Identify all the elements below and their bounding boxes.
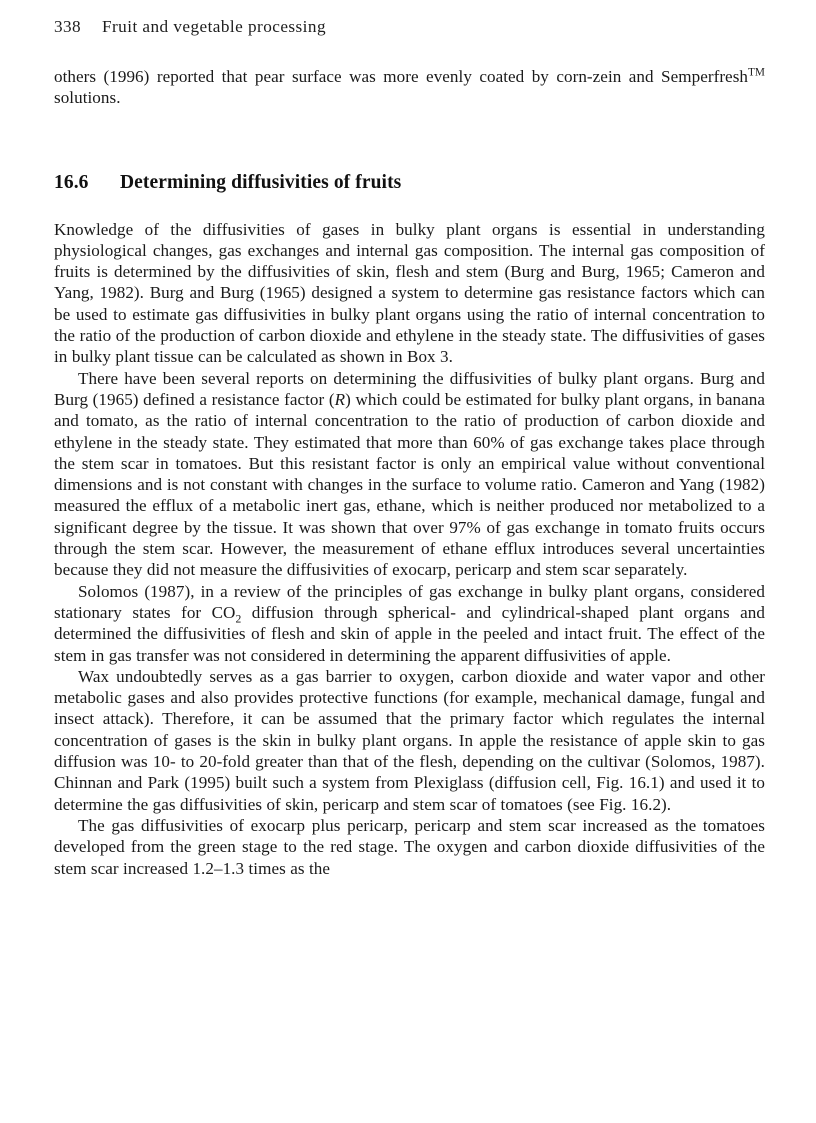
continued-text-before-tm: others (1996) reported that pear surface was more evenly coated by corn-zein and Semperfresh — [54, 67, 748, 86]
paragraph-continued — [54, 66, 765, 109]
heading-bottom-spacer — [54, 195, 765, 219]
page-number: 338 — [54, 17, 81, 36]
solomos-text-part-1: Solomos (1987), in a review of the principles of gas exchange in bulky plant organs, considered stationary states for CO — [54, 581, 765, 622]
text-column — [54, 66, 765, 879]
co2-subscript: 2 — [235, 612, 242, 626]
running-header-title: Fruit and vegetable processing — [102, 17, 326, 36]
reports-text-part-2: ) which could be estimated for bulky plant organs, in banana and tomato, as the ratio of internal concentration to the ratio of production of carbon dioxide and ethylene in the steady state. They estimated that more than 60% of gas exchange takes place through the stem scar in tomatoes. But this resistant factor is only an empirical value without conventional dimensions and is not constant with changes in the surface to volume ratio. Cameron and Yang (1982) measured the efflux of a metabolic inert gas, ethane, which is neither produced nor metabolized to a significant degree by the tissue. It was shown that over 97% of gas exchange in tomato fruits occurs through the stem scar. However, the measurement of ethane efflux introduces several uncertainties because they did not measure the diffusivities of exocarp, pericarp and stem scar separately. — [54, 389, 765, 580]
paragraph-solomos — [54, 581, 765, 666]
section-title: Determining diffusivities of fruits — [120, 171, 402, 193]
running-header — [54, 16, 764, 38]
solomos-text-part-2: diffusion through spherical- and cylindrical-shaped plant organs and determined the diffusivities of flesh and skin of apple in the peeled and intact fruit. The effect of the stem in gas transfer was not considered in determining the apparent diffusivities of apple. — [54, 602, 765, 665]
resistance-factor-symbol: R — [334, 389, 346, 409]
section-number: 16.6 — [54, 171, 89, 193]
section-heading — [54, 171, 765, 195]
trademark-superscript: TM — [748, 66, 765, 79]
paragraph-wax: Wax undoubtedly serves as a gas barrier to oxygen, carbon dioxide and water vapor and other metabolic gases and also provides protective functions (for example, mechanical damage, fungal and insect attack). Therefore, it can be assumed that the primary factor which regulates the internal concentration of gases is the skin in bulky plant organs. In apple the resistance of apple skin to gas diffusion was 10- to 20-fold greater than that of the flesh, depending on the cultivar (Solomos, 1987). Chinnan and Park (1995) built such a system from Plexiglass (diffusion cell, Fig. 16.1) and used it to determine the gas diffusivities of skin, pericarp and stem scar of tomatoes (see Fig. 16.2). — [54, 666, 765, 814]
continued-text-after-tm: solutions. — [54, 88, 121, 108]
paragraph-reports — [54, 368, 765, 581]
heading-top-spacer — [54, 109, 765, 171]
paragraph-knowledge: Knowledge of the diffusivities of gases in bulky plant organs is essential in understanding physiological changes, gas exchanges and internal gas composition. The internal gas composition of fruits is determined by the diffusivities of skin, flesh and stem (Burg and Burg, 1965; Cameron and Yang, 1982). Burg and Burg (1965) designed a system to determine gas resistance factors which can be used to estimate gas diffusivities in bulky plant organs using the ratio of internal concentration to the ratio of the production of carbon dioxide and ethylene in the steady state. The diffusivities of gases in bulky plant tissue can be calculated as shown in Box 3. — [54, 219, 765, 367]
reports-text-part-1: There have been several reports on determining the diffusivities of bulky plant organs. Burg and Burg (1965) defined a resistance factor ( — [54, 368, 765, 409]
paragraph-diffusivities: The gas diffusivities of exocarp plus pericarp, pericarp and stem scar increased as the tomatoes developed from the green stage to the red stage. The oxygen and carbon dioxide diffusivities of the stem scar increased 1.2–1.3 times as the — [54, 815, 765, 878]
